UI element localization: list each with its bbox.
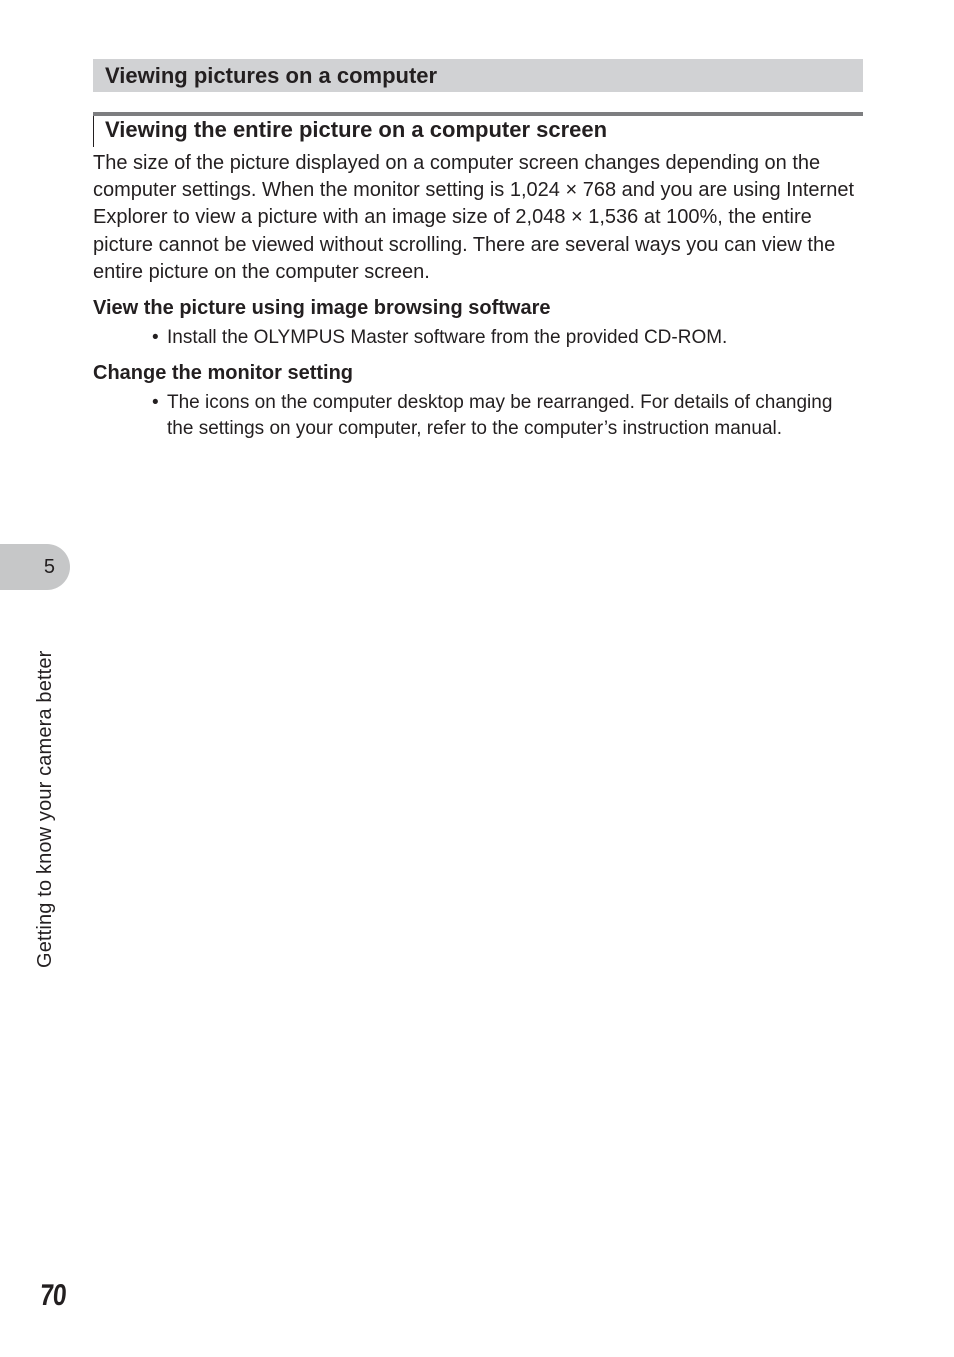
- bullet-text: The icons on the computer desktop may be rearranged. For details of changing the settings on your computer, refer to the computer’s instruction manual.: [167, 392, 833, 439]
- method-heading-monitor: Change the monitor setting: [93, 362, 353, 384]
- bullet-marker: •: [152, 327, 159, 348]
- section-heading: Viewing pictures on a computer: [93, 59, 863, 92]
- chapter-title-sidebar: [30, 598, 60, 968]
- chapter-title: Getting to know your camera better: [34, 650, 56, 968]
- bullet-item-install: [152, 325, 862, 351]
- chapter-number-tab: 5: [0, 544, 70, 590]
- page-number: 70: [38, 1279, 68, 1312]
- bullet-marker: •: [152, 392, 159, 413]
- subsection-heading: Viewing the entire picture on a computer screen: [93, 116, 793, 147]
- bullet-text: Install the OLYMPUS Master software from the provided CD-ROM.: [167, 327, 728, 348]
- bullet-item-monitor: [152, 390, 862, 442]
- method-heading-software: View the picture using image browsing software: [93, 297, 551, 319]
- body-paragraph: The size of the picture displayed on a computer screen changes depending on the computer settings. When the monitor setting is 1,024 × 768 and you are using Internet Explorer to view a picture with an image size of 2,048 × 1,536 at 100%, the entire picture cannot be viewed without scrolling. There are several ways you can view the entire picture on the computer screen.: [93, 152, 855, 283]
